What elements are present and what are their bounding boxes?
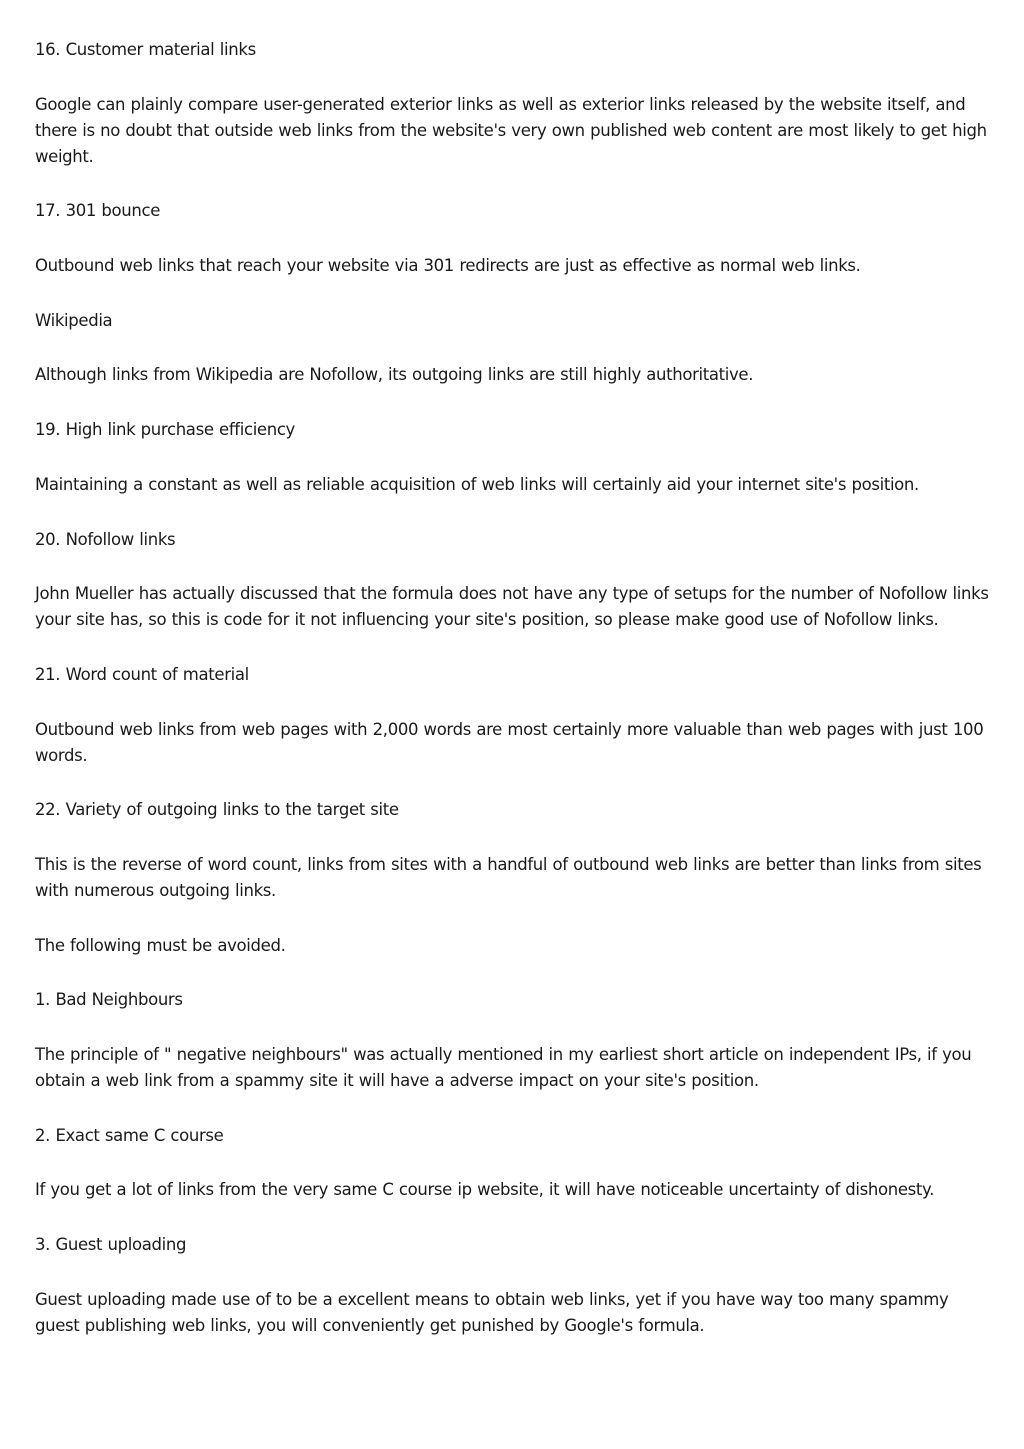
body-paragraph: Outbound web links that reach your website via 301 redirects are just as effective as normal web links. [35, 256, 861, 276]
body-paragraph: Guest uploading made use of to be a excellent means to obtain web links, yet if you have way too many spammy guest publishing web links, you will conveniently get punished by Google's formula. [35, 1289, 949, 1335]
section-heading: 17. 301 bounce [35, 201, 161, 221]
body-paragraph: If you get a lot of links from the very same C course ip website, it will have noticeable uncertainty of dishonesty. [35, 1180, 935, 1200]
body-paragraph: The principle of " negative neighbours" was actually mentioned in my earliest short article on independent IPs, if you obtain a web link from a spammy site it will have a adverse impact on your site's position. [35, 1045, 972, 1090]
section-heading: 22. Variety of outgoing links to the target site [35, 800, 399, 820]
section-heading: 20. Nofollow links [35, 529, 176, 549]
body-paragraph: This is the reverse of word count, links from sites with a handful of outbound web links are better than links from sites with numerous outgoing links. [35, 854, 982, 900]
body-paragraph: Although links from Wikipedia are Nofollow, its outgoing links are still highly authoritative. [35, 365, 754, 385]
section-heading: 3. Guest uploading [35, 1235, 187, 1255]
document-page [35, 37, 995, 1367]
section-heading: 21. Word count of material [35, 664, 249, 684]
section-heading: 2. Exact same C course [35, 1125, 224, 1145]
section-heading: 19. High link purchase efficiency [35, 420, 295, 440]
body-paragraph: Maintaining a constant as well as reliable acquisition of web links will certainly aid your internet site's position. [35, 474, 919, 494]
section-heading: Wikipedia [35, 310, 113, 330]
body-paragraph: The following must be avoided. [35, 935, 286, 955]
body-paragraph: Google can plainly compare user-generated exterior links as well as exterior links released by the website itself, and there is no doubt that outside web links from the website's very own published web content are most likely to get high weight. [35, 94, 987, 166]
body-paragraph: John Mueller has actually discussed that the formula does not have any type of setups for the number of Nofollow links your site has, so this is code for it not influencing your site's position, so please make good use of Nofollow links. [35, 584, 989, 630]
section-heading: 1. Bad Neighbours [35, 990, 183, 1010]
body-paragraph: Outbound web links from web pages with 2,000 words are most certainly more valuable than web pages with just 100 words. [35, 719, 984, 765]
section-heading: 16. Customer material links [35, 40, 256, 59]
